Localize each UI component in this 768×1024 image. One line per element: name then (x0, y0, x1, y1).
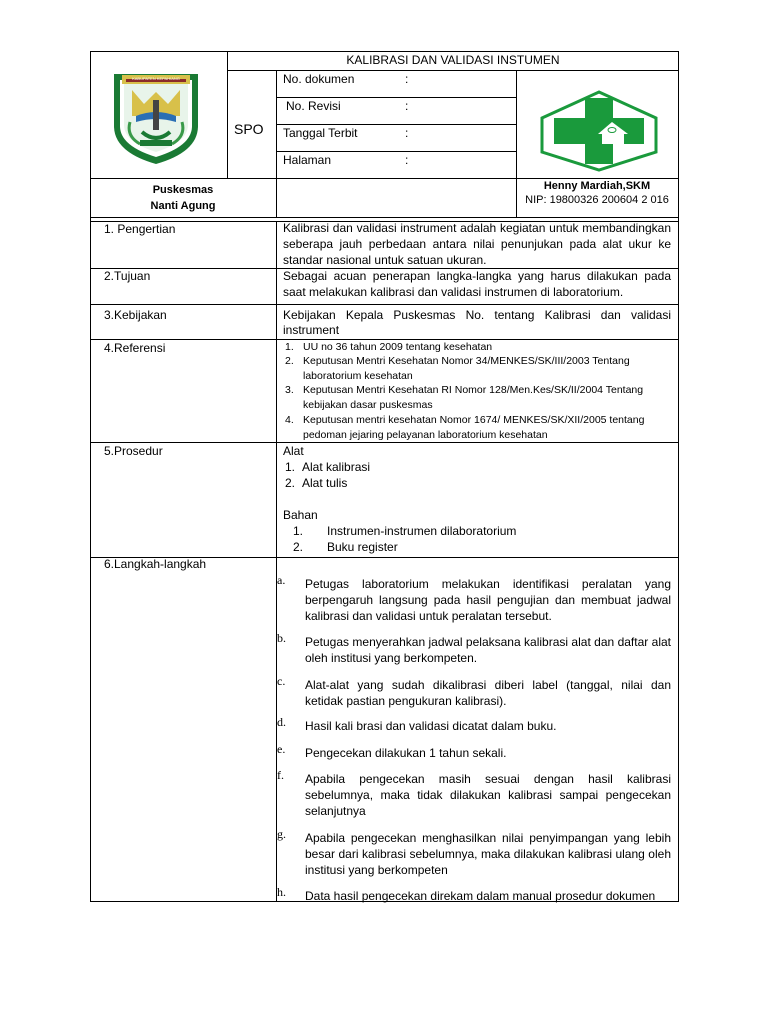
section-text-kebijakan-line2: instrument (283, 323, 340, 337)
section-label-prosedur: 5.Prosedur (104, 444, 163, 458)
step-text: Petugas menyerahkan jadwal pelaksana kalibrasi alat dan daftar alat oleh institusi yang berkompeten. (305, 635, 671, 665)
section-label-pengertian: 1. Pengertian (104, 222, 176, 236)
reference-item (285, 383, 675, 413)
alat-title: Alat (283, 444, 304, 458)
org-name-line1: Puskesmas (152, 184, 214, 196)
bahan-title: Bahan (283, 508, 318, 522)
field-halaman-sep: : (405, 153, 409, 167)
reference-text: Keputusan mentri kesehatan Nomor 1674/ MENKES/SK/XII/2005 tentang pedoman jejaring pelayanan laboratorium kesehatan (303, 414, 645, 441)
org-name-line2: Nanti Agung (150, 200, 216, 212)
step-letter: g. (277, 827, 286, 841)
alat-num: 1. (285, 460, 296, 474)
step-text: Data hasil pengecekan direkam dalam manual prosedur dokumen (305, 889, 656, 903)
field-halaman-label: Halaman (283, 153, 332, 167)
step-letter: c. (277, 674, 286, 688)
puskesmas-logo (540, 90, 658, 172)
step-text: Alat-alat yang sudah dikalibrasi diberi label (tanggal, nilai dan ketidak pastian pengukuran kalibrasi). (305, 678, 671, 708)
alat-num: 2. (285, 476, 296, 490)
reference-item (285, 413, 675, 443)
field-no-revisi-sep: : (405, 99, 409, 113)
step-text: Pengecekan dilakukan 1 tahun sekali. (305, 746, 507, 760)
reference-item (285, 340, 675, 355)
field-tanggal-terbit-sep: : (405, 126, 409, 140)
reference-num: 1. (285, 341, 294, 353)
alat-item: Alat tulis (302, 476, 348, 490)
reference-num: 4. (285, 414, 294, 426)
step-letter: d. (277, 715, 286, 729)
kabupaten-logo (104, 70, 208, 168)
signer-name: Henny Mardiah,SKM (543, 180, 651, 192)
step-letter: e. (277, 742, 286, 756)
bahan-num: 2. (293, 540, 304, 554)
step-text: Petugas laboratorium melakukan identifikasi peralatan yang berpengaruh langsung pada hasil pengujian dan membuat jadwal kalibrasi dan validasi untuk peralatan tersebut. (305, 577, 671, 623)
bahan-item: Instrumen-instrumen dilaboratorium (327, 524, 517, 538)
reference-num: 3. (285, 384, 294, 396)
bahan-num: 1. (293, 524, 304, 538)
field-no-dokumen-label: No. dokumen (283, 72, 355, 86)
step-letter: b. (277, 631, 286, 645)
field-no-revisi-label: No. Revisi (286, 99, 341, 113)
step-text: Apabila pengecekan menghasilkan nilai penyimpangan yang lebih besar dari kalibrasi sebelumnya, maka dilakukan kalibrasi ulang oleh institusi yang berkompeten (305, 831, 671, 877)
step-letter: f. (277, 768, 284, 782)
reference-text: UU no 36 tahun 2009 tentang kesehatan (303, 341, 493, 353)
field-tanggal-terbit-label: Tanggal Terbit (283, 126, 358, 140)
reference-item (285, 354, 675, 384)
step-text: Apabila pengecekan masih sesuai dengan hasil kalibrasi sebelumnya, maka tidak dilakukan kalibrasi sampai pengecekan selanjutnya (305, 772, 671, 818)
section-text-pengertian: Kalibrasi dan validasi instrument adalah kegiatan untuk membandingkan seberapa jauh perbedaan antara nilai penunjukan pada alat ukur ke standar nasional untuk satuan ukuran. (283, 221, 671, 267)
field-no-dokumen-sep: : (405, 72, 409, 86)
step-letter: a. (277, 573, 286, 587)
bahan-item: Buku register (327, 540, 398, 554)
reference-text: Keputusan Mentri Kesehatan Nomor 34/MENKES/SK/III/2003 Tentang laboratorium kesehatan (303, 355, 630, 382)
alat-item: Alat kalibrasi (302, 460, 371, 474)
reference-text: Keputusan Mentri Kesehatan RI Nomor 128/Men.Kes/SK/II/2004 Tentang kebijakan dasar puskesmas (303, 384, 644, 411)
section-label-kebijakan: 3.Kebijakan (104, 308, 167, 322)
spo-label: SPO (234, 121, 264, 137)
section-text-kebijakan-line1: Kebijakan Kepala Puskesmas No. tentang Kalibrasi dan validasi (283, 308, 671, 322)
section-text-tujuan: Sebagai acuan penerapan langka-langka yang harus dilakukan pada saat melakukan kalibrasi dan validasi instrumen di laboratorium. (283, 269, 671, 299)
reference-num: 2. (285, 355, 294, 367)
document-title: KALIBRASI DAN VALIDASI INSTUMEN (346, 53, 560, 67)
section-label-referensi: 4.Referensi (104, 341, 166, 355)
logo-text: KABUPATEN KEPAHIANG (132, 76, 180, 81)
section-label-langkah: 6.Langkah-langkah (104, 557, 207, 571)
signer-nip: NIP: 19800326 200604 2 016 (525, 194, 669, 206)
section-label-tujuan: 2.Tujuan (104, 269, 151, 283)
step-letter: h. (277, 885, 286, 899)
step-text: Hasil kali brasi dan validasi dicatat dalam buku. (305, 719, 557, 733)
